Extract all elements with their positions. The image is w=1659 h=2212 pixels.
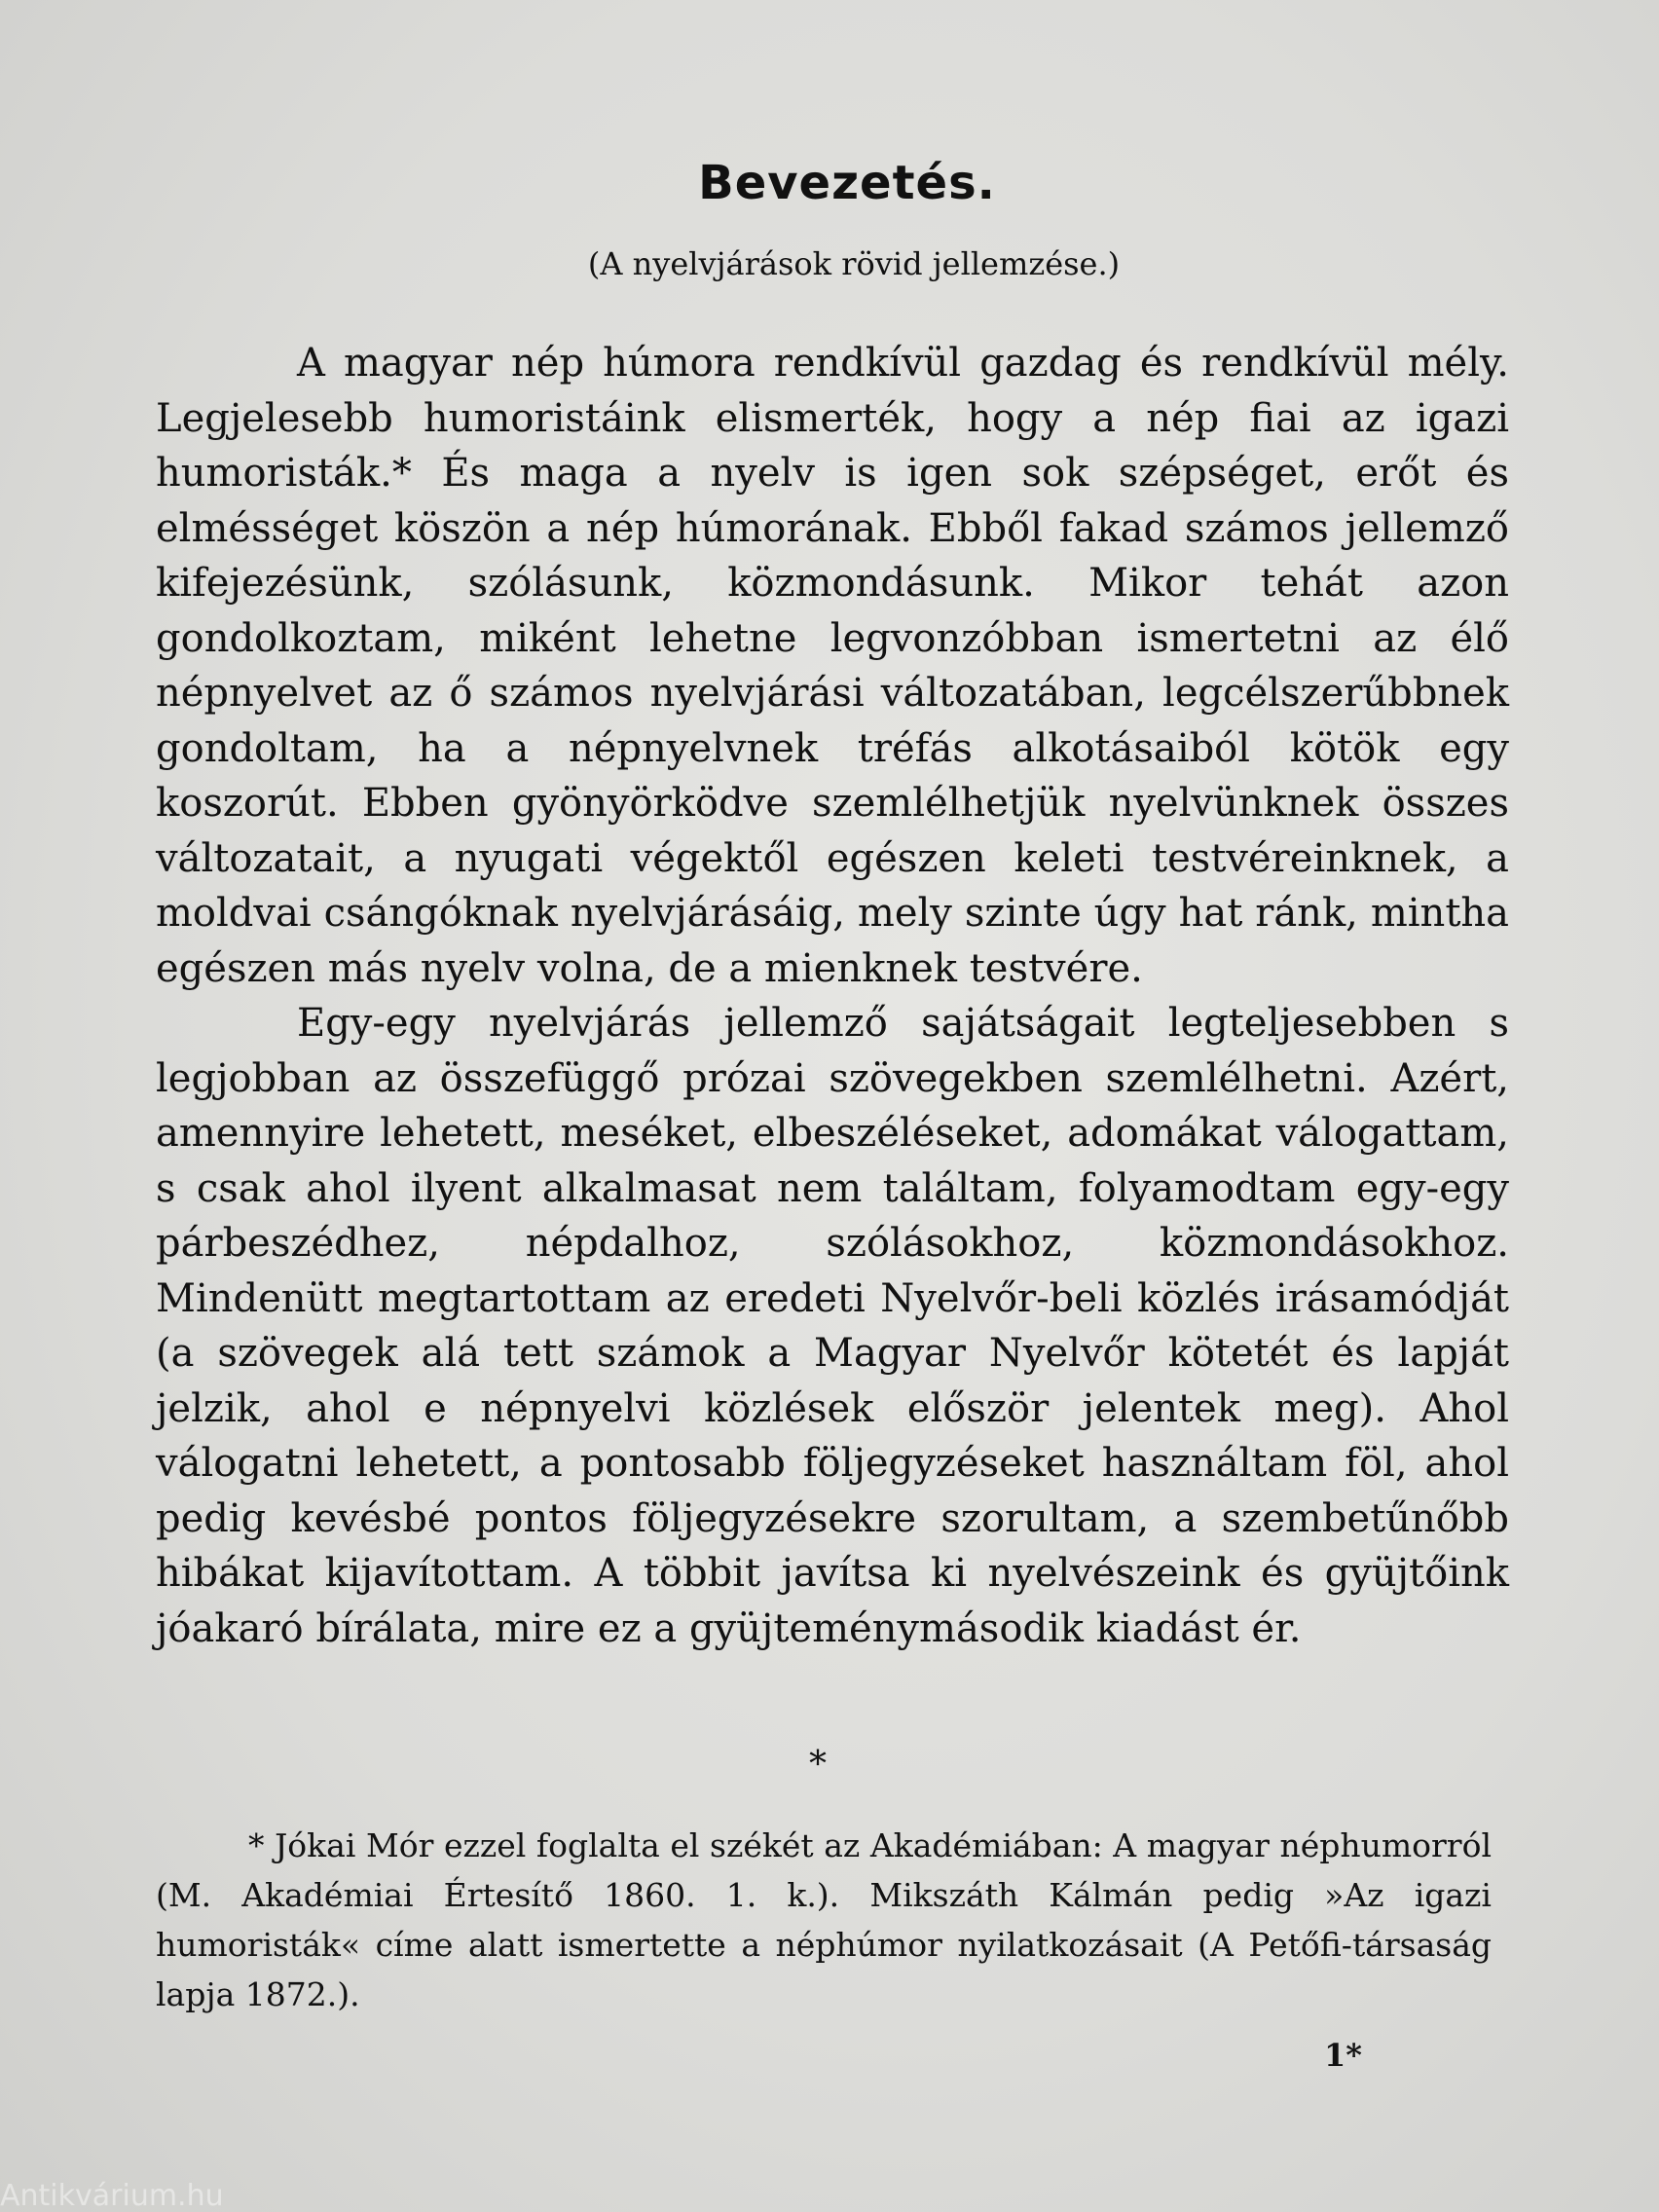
body-text — [156, 336, 1509, 1656]
chapter-subheading: (A nyelvjárások rövid jellemzése.) — [587, 245, 1121, 282]
footnote: * Jókai Mór ezzel foglalta el székét az Akadémiában: A magyar néphumorról (M. Akadémiai Értesítő 1860. 1. k.). Mikszáth Kálmán pedig »Az igazi humoristák« címe alatt ismertette a néphúmor nyilatkozásait (A Petőfi-társaság lapja 1872.). — [156, 1826, 1492, 2013]
chapter-heading: Bevezetés. — [698, 156, 996, 210]
watermark: Antikvárium.hu — [0, 2179, 224, 2212]
page-number: 1* — [1324, 2037, 1362, 2074]
paragraph-2: Egy-egy nyelvjárás jellemző sajátságait legteljesebben s legjobban az összefüggő prózai szövegekben szemlélhetni. Azért, amennyire lehetett, meséket, elbeszéléseket, adomákat válogattam, s csak ahol ilyent alkalmasat nem találtam, folyamodtam egy-egy párbeszédhez, népdalhoz, szólásokhoz, közmondásokhoz. Mindenütt megtartottam az eredeti Nyelvőr-beli közlés irásamódját (a szövegek alá tett számok a Magyar Nyelvőr kötetét és lapját jelzik, ahol e népnyelvi közlések először jelentek meg). Ahol válogatni lehetett, a pontosabb följegyzéseket használtam föl, ahol pedig kevésbé pontos följegyzésekre szorultam, a szembetűnőbb hibákat kijavítottam. A többit javítsa ki nyelvészeink és gyüjtőink jóakaró bírálata, mire ez a gyüjteménymásodik kiadást ér. — [156, 1001, 1509, 1651]
paragraph-1: A magyar nép húmora rendkívül gazdag és rendkívül mély. Legjelesebb humoristáink elismerték, hogy a nép fiai az igazi humoristák.* És maga a nyelv is igen sok szépséget, erőt és elmésséget köszön a nép húmorának. Ebből fakad számos jellemző kifejezésünk, szólásunk, közmondásunk. Mikor tehát azon gondolkoztam, miként lehetne legvonzóbban ismertetni az élő népnyelvet az ő számos nyelvjárási változatában, legcélszerűbbnek gondoltam, ha a népnyelvnek tréfás alkotásaiból kötök egy koszorút. Ebben gyönyörködve szemlélhetjük nyelvünknek összes változatait, a nyugati végektől egészen keleti testvéreinknek, a moldvai csángóknak nyelvjárásáig, mely szinte úgy hat ránk, mintha egészen más nyelv volna, de a mienknek testvére. — [156, 341, 1509, 991]
footnote-separator: * — [809, 1745, 827, 1785]
